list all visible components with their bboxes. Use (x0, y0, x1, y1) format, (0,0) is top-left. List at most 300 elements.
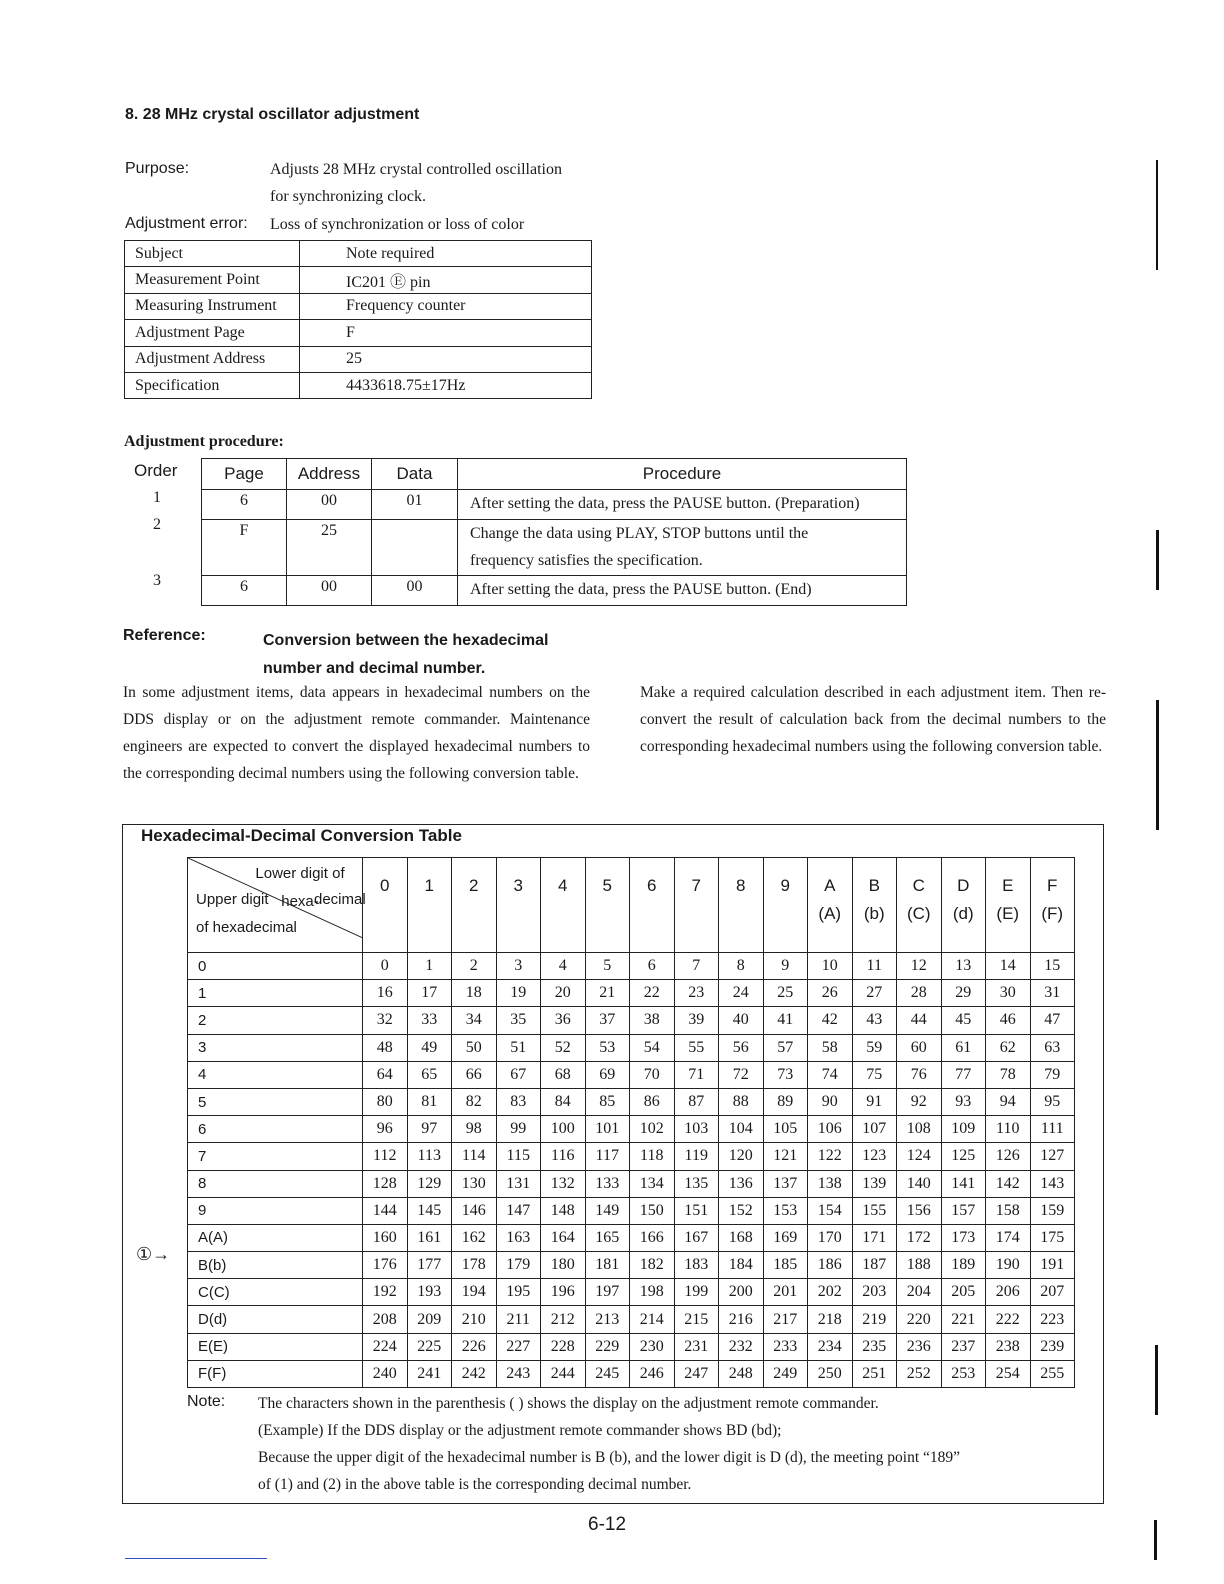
subject-value: F (300, 320, 592, 346)
scan-edge-mark (1155, 1345, 1158, 1415)
decimal-cell: 210 (452, 1306, 497, 1333)
subject-value: Note required (300, 241, 592, 267)
reference-label: Reference: (123, 627, 206, 644)
decimal-cell: 229 (585, 1333, 630, 1360)
procedure-data: 00 (372, 576, 458, 606)
adjustment-error-text: Loss of synchronization or loss of color (270, 216, 525, 233)
column-display-char: (E) (996, 904, 1020, 923)
procedure-title: Adjustment procedure: (124, 433, 284, 450)
decimal-cell: 168 (719, 1224, 764, 1251)
decimal-cell: 22 (630, 980, 675, 1007)
decimal-cell: 90 (808, 1088, 853, 1115)
note-line-1: The characters shown in the parenthesis ( ) shows the display on the adjustment remote commander. (258, 1395, 879, 1412)
decimal-cell: 109 (941, 1116, 986, 1143)
decimal-cell: 149 (585, 1197, 630, 1224)
row-marker: ①→ (136, 1244, 171, 1264)
decimal-cell: 161 (407, 1224, 452, 1251)
decimal-cell: 14 (986, 953, 1031, 980)
data-header: Data (372, 459, 458, 490)
conversion-table (187, 857, 1075, 1388)
decimal-cell: 212 (541, 1306, 586, 1333)
column-hex-digit: C (912, 876, 925, 895)
decimal-cell: 20 (541, 980, 586, 1007)
conversion-corner-cell (188, 858, 366, 953)
column-header (808, 858, 853, 953)
conversion-table-title: Hexadecimal-Decimal Conversion Table (141, 826, 462, 845)
procedure-row (202, 520, 907, 576)
subject-key: Subject (125, 241, 300, 267)
decimal-cell: 69 (585, 1061, 630, 1088)
conversion-row (188, 1088, 1075, 1115)
decimal-cell: 44 (897, 1007, 942, 1034)
decimal-cell: 152 (719, 1197, 764, 1224)
order-header: Order (134, 461, 178, 480)
decimal-cell: 141 (941, 1170, 986, 1197)
decimal-cell: 201 (763, 1279, 808, 1306)
decimal-cell: 79 (1030, 1061, 1075, 1088)
column-header (496, 858, 541, 953)
decimal-cell: 95 (1030, 1088, 1075, 1115)
decimal-cell: 35 (496, 1007, 541, 1034)
decimal-cell: 74 (808, 1061, 853, 1088)
purpose-text-line2: for synchronizing clock. (270, 188, 426, 205)
decimal-cell: 230 (630, 1333, 675, 1360)
decimal-cell: 122 (808, 1143, 853, 1170)
decimal-cell: 103 (674, 1116, 719, 1143)
decimal-cell: 39 (674, 1007, 719, 1034)
decimal-cell: 116 (541, 1143, 586, 1170)
decimal-cell: 77 (941, 1061, 986, 1088)
decimal-cell: 54 (630, 1034, 675, 1061)
row-header: 7 (188, 1143, 363, 1170)
decimal-cell: 88 (719, 1088, 764, 1115)
decimal-cell: 226 (452, 1333, 497, 1360)
decimal-cell: 172 (897, 1224, 942, 1251)
decimal-cell: 160 (363, 1224, 408, 1251)
column-display-char: (b) (863, 904, 885, 923)
decimal-cell: 12 (897, 953, 942, 980)
decimal-cell: 203 (852, 1279, 897, 1306)
decimal-cell: 178 (452, 1252, 497, 1279)
decimal-cell: 242 (452, 1360, 497, 1387)
column-header (719, 858, 764, 953)
decimal-cell: 131 (496, 1170, 541, 1197)
decimal-cell: 60 (897, 1034, 942, 1061)
decimal-cell: 86 (630, 1088, 675, 1115)
decimal-cell: 207 (1030, 1279, 1075, 1306)
row-header: 4 (188, 1061, 363, 1088)
decimal-cell: 157 (941, 1197, 986, 1224)
decimal-cell: 125 (941, 1143, 986, 1170)
decimal-cell: 28 (897, 980, 942, 1007)
decimal-cell: 252 (897, 1360, 942, 1387)
column-hex-digit: 4 (558, 876, 568, 895)
decimal-cell: 221 (941, 1306, 986, 1333)
decimal-cell: 205 (941, 1279, 986, 1306)
subject-table (124, 240, 592, 399)
decimal-cell: 118 (630, 1143, 675, 1170)
procedure-text-line1: Change the data using PLAY, STOP buttons until the (470, 525, 809, 542)
decimal-cell: 32 (363, 1007, 408, 1034)
decimal-cell: 106 (808, 1116, 853, 1143)
decimal-cell: 232 (719, 1333, 764, 1360)
decimal-cell: 41 (763, 1007, 808, 1034)
decimal-cell: 126 (986, 1143, 1031, 1170)
column-header (452, 858, 497, 953)
decimal-cell: 180 (541, 1252, 586, 1279)
decimal-cell: 198 (630, 1279, 675, 1306)
decimal-cell: 64 (363, 1061, 408, 1088)
decimal-cell: 166 (630, 1224, 675, 1251)
decimal-cell: 165 (585, 1224, 630, 1251)
decimal-cell: 72 (719, 1061, 764, 1088)
column-header (363, 858, 408, 953)
subject-value: IC201 Ⓔ pin (300, 267, 592, 293)
procedure-text: After setting the data, press the PAUSE button. (Preparation) (458, 490, 907, 520)
decimal-cell: 189 (941, 1252, 986, 1279)
decimal-cell: 136 (719, 1170, 764, 1197)
decimal-cell: 127 (1030, 1143, 1075, 1170)
decimal-cell: 170 (808, 1224, 853, 1251)
reference-left-paragraph: In some adjustment items, data appears in hexadecimal numbers on the DDS display or on the adjustment remote commander. Maintenance engineers are expected to convert the displayed hexadecimal numbers to the corresponding decimal numbers using the following conversion table. (123, 684, 590, 782)
row-header: B(b) (188, 1252, 363, 1279)
conversion-row (188, 1279, 1075, 1306)
column-display-char: (A) (818, 904, 842, 923)
row-header: 3 (188, 1034, 363, 1061)
conversion-row (188, 1197, 1075, 1224)
decimal-cell: 34 (452, 1007, 497, 1034)
decimal-cell: 233 (763, 1333, 808, 1360)
decimal-cell: 219 (852, 1306, 897, 1333)
decimal-cell: 84 (541, 1088, 586, 1115)
decimal-cell: 26 (808, 980, 853, 1007)
decimal-cell: 227 (496, 1333, 541, 1360)
decimal-cell: 231 (674, 1333, 719, 1360)
decimal-cell: 139 (852, 1170, 897, 1197)
column-header (1030, 858, 1075, 953)
decimal-cell: 249 (763, 1360, 808, 1387)
decimal-cell: 43 (852, 1007, 897, 1034)
decimal-cell: 246 (630, 1360, 675, 1387)
row-header: 0 (188, 953, 363, 980)
decimal-cell: 87 (674, 1088, 719, 1115)
decimal-cell: 91 (852, 1088, 897, 1115)
decimal-cell: 40 (719, 1007, 764, 1034)
decimal-cell: 133 (585, 1170, 630, 1197)
corner-upper-digit-label: Upper digit (196, 891, 269, 908)
decimal-cell: 0 (363, 953, 408, 980)
decimal-cell: 9 (763, 953, 808, 980)
row-header: 1 (188, 980, 363, 1007)
decimal-cell: 137 (763, 1170, 808, 1197)
decimal-cell: 49 (407, 1034, 452, 1061)
row-header: 6 (188, 1116, 363, 1143)
decimal-cell: 99 (496, 1116, 541, 1143)
decimal-cell: 128 (363, 1170, 408, 1197)
decimal-cell: 132 (541, 1170, 586, 1197)
decimal-cell: 10 (808, 953, 853, 980)
decimal-cell: 213 (585, 1306, 630, 1333)
decimal-cell: 30 (986, 980, 1031, 1007)
procedure-text-line2: frequency satisfies the specification. (470, 552, 703, 569)
procedure-address: 25 (287, 520, 372, 576)
decimal-cell: 182 (630, 1252, 675, 1279)
column-hex-digit: 9 (780, 876, 790, 895)
decimal-cell: 63 (1030, 1034, 1075, 1061)
decimal-cell: 176 (363, 1252, 408, 1279)
decimal-cell: 218 (808, 1306, 853, 1333)
decimal-cell: 110 (986, 1116, 1031, 1143)
decimal-cell: 142 (986, 1170, 1031, 1197)
decimal-cell: 144 (363, 1197, 408, 1224)
decimal-cell: 169 (763, 1224, 808, 1251)
decimal-cell: 214 (630, 1306, 675, 1333)
decimal-cell: 159 (1030, 1197, 1075, 1224)
subject-row (125, 241, 592, 267)
decimal-cell: 98 (452, 1116, 497, 1143)
decimal-cell: 96 (363, 1116, 408, 1143)
subject-row (125, 267, 592, 293)
decimal-cell: 208 (363, 1306, 408, 1333)
decimal-cell: 135 (674, 1170, 719, 1197)
decimal-cell: 93 (941, 1088, 986, 1115)
column-hex-digit: 5 (602, 876, 612, 895)
decimal-cell: 56 (719, 1034, 764, 1061)
row-header: A(A) (188, 1224, 363, 1251)
decimal-cell: 234 (808, 1333, 853, 1360)
column-hex-digit: 0 (380, 876, 390, 895)
decimal-cell: 45 (941, 1007, 986, 1034)
note-line-4: of (1) and (2) in the above table is the corresponding decimal number. (258, 1476, 692, 1493)
row-header: 8 (188, 1170, 363, 1197)
reference-right-paragraph: Make a required calculation described in each adjustment item. Then re-convert the result of calculation back from the decimal numbers to the corresponding hexadecimal numbers using the following conversion table. (640, 684, 1106, 755)
decimal-cell: 173 (941, 1224, 986, 1251)
decimal-cell: 33 (407, 1007, 452, 1034)
decimal-cell: 151 (674, 1197, 719, 1224)
decimal-cell: 237 (941, 1333, 986, 1360)
column-display-char: (C) (906, 904, 931, 923)
decimal-cell: 140 (897, 1170, 942, 1197)
subject-key: Adjustment Address (125, 346, 300, 372)
conversion-row (188, 1252, 1075, 1279)
decimal-cell: 1 (407, 953, 452, 980)
decimal-cell: 153 (763, 1197, 808, 1224)
decimal-cell: 18 (452, 980, 497, 1007)
decimal-cell: 195 (496, 1279, 541, 1306)
decimal-cell: 2 (452, 953, 497, 980)
decimal-cell: 129 (407, 1170, 452, 1197)
conversion-row (188, 1224, 1075, 1251)
column-header (674, 858, 719, 953)
decimal-cell: 65 (407, 1061, 452, 1088)
decimal-cell: 171 (852, 1224, 897, 1251)
conversion-row (188, 953, 1075, 980)
decimal-cell: 17 (407, 980, 452, 1007)
decimal-cell: 7 (674, 953, 719, 980)
decimal-cell: 243 (496, 1360, 541, 1387)
decimal-cell: 130 (452, 1170, 497, 1197)
decimal-cell: 42 (808, 1007, 853, 1034)
column-header (986, 858, 1031, 953)
note-line-3: Because the upper digit of the hexadecimal number is B (b), and the lower digit is D (d), the meeting point “189” (258, 1449, 961, 1466)
decimal-cell: 120 (719, 1143, 764, 1170)
decimal-cell: 67 (496, 1061, 541, 1088)
decimal-cell: 52 (541, 1034, 586, 1061)
adjustment-error-label: Adjustment error: (125, 215, 248, 232)
decimal-cell: 196 (541, 1279, 586, 1306)
decimal-cell: 111 (1030, 1116, 1075, 1143)
decimal-cell: 148 (541, 1197, 586, 1224)
decimal-cell: 25 (763, 980, 808, 1007)
scan-edge-mark (1156, 530, 1159, 590)
column-hex-digit: E (1002, 876, 1014, 895)
decimal-cell: 239 (1030, 1333, 1075, 1360)
order-number: 2 (153, 516, 161, 533)
procedure-row (202, 576, 907, 606)
decimal-cell: 101 (585, 1116, 630, 1143)
conversion-row (188, 1143, 1075, 1170)
decimal-cell: 47 (1030, 1007, 1075, 1034)
decimal-cell: 29 (941, 980, 986, 1007)
decimal-cell: 163 (496, 1224, 541, 1251)
column-hex-digit: 3 (513, 876, 523, 895)
decimal-cell: 117 (585, 1143, 630, 1170)
conversion-row (188, 1306, 1075, 1333)
section-title: 8. 28 MHz crystal oscillator adjustment (125, 106, 420, 123)
decimal-cell: 155 (852, 1197, 897, 1224)
decimal-cell: 236 (897, 1333, 942, 1360)
decimal-cell: 177 (407, 1252, 452, 1279)
decimal-cell: 143 (1030, 1170, 1075, 1197)
decimal-cell: 31 (1030, 980, 1075, 1007)
decimal-cell: 134 (630, 1170, 675, 1197)
decimal-cell: 104 (719, 1116, 764, 1143)
decimal-cell: 71 (674, 1061, 719, 1088)
decimal-cell: 191 (1030, 1252, 1075, 1279)
decimal-cell: 186 (808, 1252, 853, 1279)
decimal-cell: 82 (452, 1088, 497, 1115)
corner-of-hexadecimal-label: of hexadecimal (196, 919, 297, 936)
decimal-cell: 225 (407, 1333, 452, 1360)
decimal-cell: 192 (363, 1279, 408, 1306)
conversion-row (188, 1360, 1075, 1387)
column-hex-digit: 1 (424, 876, 434, 895)
decimal-cell: 16 (363, 980, 408, 1007)
decimal-cell: 50 (452, 1034, 497, 1061)
decimal-cell: 4 (541, 953, 586, 980)
decimal-cell: 8 (719, 953, 764, 980)
row-header: 5 (188, 1088, 363, 1115)
column-header (897, 858, 942, 953)
row-header: E(E) (188, 1333, 363, 1360)
decimal-cell: 53 (585, 1034, 630, 1061)
subject-row (125, 320, 592, 346)
decimal-cell: 115 (496, 1143, 541, 1170)
decimal-cell: 70 (630, 1061, 675, 1088)
page-header: Page (202, 459, 287, 490)
conversion-row (188, 1333, 1075, 1360)
decimal-cell: 5 (585, 953, 630, 980)
decimal-cell: 206 (986, 1279, 1031, 1306)
conversion-header-row (188, 858, 1075, 953)
decimal-cell: 150 (630, 1197, 675, 1224)
decimal-cell: 204 (897, 1279, 942, 1306)
decimal-cell: 188 (897, 1252, 942, 1279)
conversion-row (188, 1061, 1075, 1088)
row-header: 2 (188, 1007, 363, 1034)
subject-key: Measurement Point (125, 267, 300, 293)
decimal-cell: 3 (496, 953, 541, 980)
column-header (852, 858, 897, 953)
column-header (541, 858, 586, 953)
decimal-cell: 57 (763, 1034, 808, 1061)
decimal-cell: 108 (897, 1116, 942, 1143)
scan-edge-mark (1154, 1520, 1157, 1560)
decimal-cell: 185 (763, 1252, 808, 1279)
conversion-row (188, 1116, 1075, 1143)
decimal-cell: 162 (452, 1224, 497, 1251)
decimal-cell: 97 (407, 1116, 452, 1143)
decimal-cell: 187 (852, 1252, 897, 1279)
subject-value: 4433618.75±17Hz (300, 372, 592, 398)
decimal-cell: 83 (496, 1088, 541, 1115)
procedure-page: 6 (202, 576, 287, 606)
scan-edge-mark (1156, 700, 1159, 830)
decimal-cell: 147 (496, 1197, 541, 1224)
subject-row (125, 293, 592, 319)
decimal-cell: 105 (763, 1116, 808, 1143)
conversion-row (188, 1170, 1075, 1197)
procedure-table (201, 458, 907, 606)
reference-title-line2: number and decimal number. (263, 660, 486, 677)
order-number: 1 (153, 489, 161, 506)
procedure-page: 6 (202, 490, 287, 520)
decimal-cell: 254 (986, 1360, 1031, 1387)
decimal-cell: 112 (363, 1143, 408, 1170)
decimal-cell: 190 (986, 1252, 1031, 1279)
decimal-cell: 89 (763, 1088, 808, 1115)
decimal-cell: 248 (719, 1360, 764, 1387)
decimal-cell: 76 (897, 1061, 942, 1088)
decimal-cell: 174 (986, 1224, 1031, 1251)
scan-edge-mark (125, 1558, 267, 1559)
decimal-cell: 247 (674, 1360, 719, 1387)
decimal-cell: 211 (496, 1306, 541, 1333)
conversion-row (188, 1034, 1075, 1061)
scan-edge-mark (1156, 160, 1158, 270)
decimal-cell: 113 (407, 1143, 452, 1170)
decimal-cell: 215 (674, 1306, 719, 1333)
reference-title (263, 627, 603, 683)
note-line-2: (Example) If the DDS display or the adjustment remote commander shows BD (bd); (258, 1422, 782, 1439)
subject-key: Adjustment Page (125, 320, 300, 346)
subject-value: 25 (300, 346, 592, 372)
decimal-cell: 66 (452, 1061, 497, 1088)
subject-key: Measuring Instrument (125, 293, 300, 319)
decimal-cell: 244 (541, 1360, 586, 1387)
decimal-cell: 81 (407, 1088, 452, 1115)
decimal-cell: 13 (941, 953, 986, 980)
decimal-cell: 164 (541, 1224, 586, 1251)
decimal-cell: 156 (897, 1197, 942, 1224)
column-header (585, 858, 630, 953)
decimal-cell: 85 (585, 1088, 630, 1115)
decimal-cell: 62 (986, 1034, 1031, 1061)
decimal-cell: 94 (986, 1088, 1031, 1115)
purpose-label: Purpose: (125, 160, 190, 177)
decimal-cell: 167 (674, 1224, 719, 1251)
decimal-cell: 138 (808, 1170, 853, 1197)
